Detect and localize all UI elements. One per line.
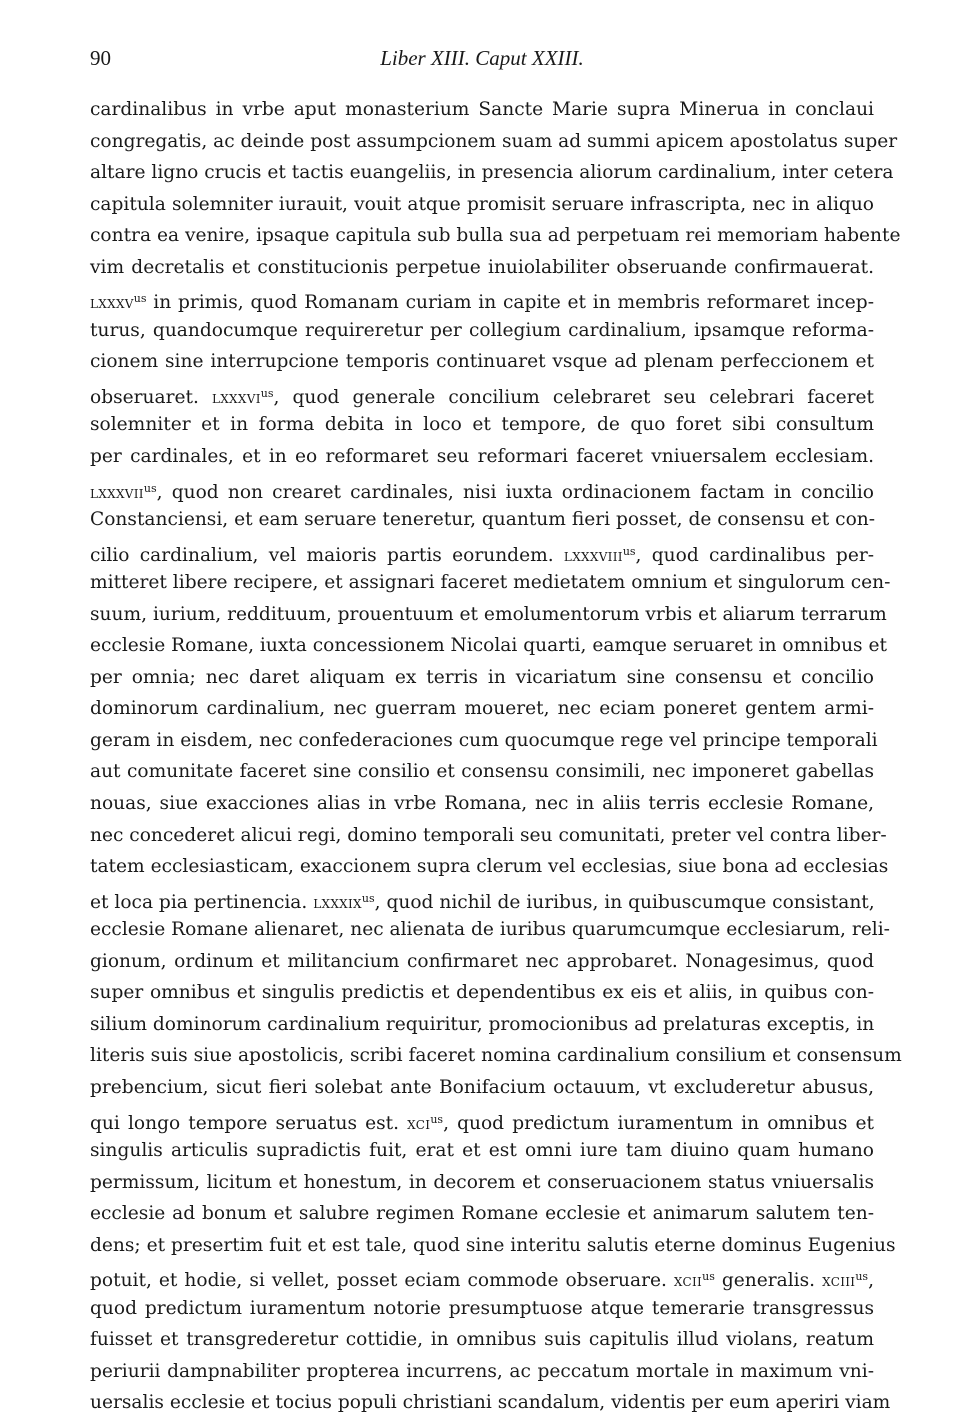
numeral-suffix: us xyxy=(622,544,636,558)
text-segment: tatem ecclesiasticam, exaccionem supra clerum vel ecclesias, siue bona ad ecclesias xyxy=(90,856,889,878)
text-segment: suum, iurium, reddituum, prouentuum et emolumentorum vrbis et aliarum terrarum xyxy=(90,603,887,625)
text-segment: vim decretalis et constitucionis perpetue inuiolabiliter obseruande confirmauerat. xyxy=(90,256,874,278)
text-segment: contra ea venire, ipsaque capitula sub bulla sua ad perpetuam rei memoriam habente xyxy=(90,225,901,247)
text-segment: cionem sine interrupcione temporis continuaret vsque ad plenam perfeccionem et xyxy=(90,351,874,373)
text-line xyxy=(90,1072,874,1104)
text-segment: capitula solemniter iurauit, vouit atque promisit seruare infrascripta, nec in aliquo xyxy=(90,193,874,215)
text-segment: silium dominorum cardinalium requiritur, promocionibus ad prelaturas exceptis, in xyxy=(90,1013,875,1035)
text-line xyxy=(90,1356,874,1388)
text-segment: dominorum cardinalium, nec guerram moueret, nec eciam poneret gentem armi- xyxy=(90,698,874,720)
text-segment: , quod generale concilium celebraret seu celebrari faceret xyxy=(273,386,875,408)
text-segment: in primis, quod Romanam curiam in capite et in membris reformaret incep- xyxy=(146,292,874,314)
text-line xyxy=(90,441,874,473)
section-numeral: lxxxvii xyxy=(90,482,144,503)
text-segment: ecclesie ad bonum et salubre regimen Romane ecclesie et animarum salutem ten- xyxy=(90,1203,874,1225)
section-numeral: lxxxv xyxy=(90,293,134,314)
text-line xyxy=(90,378,874,410)
text-segment: altare ligno crucis et tactis euangeliis, in presencia aliorum cardinalium, inter cetera xyxy=(90,162,894,184)
text-segment: quod predictum iuramentum notorie presumptuose atque temerarie transgressus xyxy=(90,1297,874,1319)
text-line xyxy=(90,1293,874,1325)
text-line xyxy=(90,946,874,978)
text-line xyxy=(90,94,874,126)
section-numeral: lxxxix xyxy=(313,892,362,913)
text-line xyxy=(90,283,874,315)
text-segment: et loca pia pertinencia. xyxy=(90,891,314,913)
text-line xyxy=(90,662,874,694)
section-numeral: xciii xyxy=(822,1271,856,1292)
text-segment: cardinalibus in vrbe aput monasterium Sancte Marie supra Minerua in conclaui xyxy=(90,99,874,120)
text-segment: Constanciensi, et eam seruare teneretur, quantum fieri posset, de consensu et con- xyxy=(90,509,876,531)
text-line xyxy=(90,1324,874,1356)
section-numeral: lxxxvi xyxy=(211,387,261,408)
text-line xyxy=(90,851,889,883)
text-segment: solemniter et in forma debita in loco et tempore, de quo foret sibi consultum xyxy=(90,414,874,436)
text-segment: periurii dampnabiliter propterea incurrens, ac peccatum mortale in maximum vni- xyxy=(90,1360,874,1382)
text-segment: uersalis ecclesie et tocius populi christiani scandalum, videntis per eum aperiri viam xyxy=(90,1392,891,1414)
text-segment: permissum, licitum et honestum, in decorem et conseruacionem status vniuersalis xyxy=(90,1171,874,1193)
section-numeral: xci xyxy=(407,1113,431,1134)
text-segment: aut comunitate faceret sine consilio et consensu consimili, nec imponeret gabellas xyxy=(90,761,874,783)
running-title: Liber XIII. Caput XXIII. xyxy=(380,46,584,70)
text-segment: qui longo tempore seruatus est. xyxy=(90,1112,408,1134)
numeral-suffix: us xyxy=(855,1270,869,1284)
text-segment: potuit, et hodie, si vellet, posset eciam commode obseruare. xyxy=(90,1270,674,1292)
text-segment: ecclesie Romane alienaret, nec alienata de iuribus quarumcumque ecclesiarum, reli- xyxy=(90,919,890,941)
text-segment: , quod predictum iuramentum in omnibus et xyxy=(443,1112,874,1134)
page-number: 90 xyxy=(90,46,111,70)
text-segment: super omnibus et singulis predictis et dependentibus ex eis et aliis, in quibus con- xyxy=(90,982,874,1004)
page xyxy=(90,46,902,1419)
text-segment: nouas, siue exacciones alias in vrbe Romana, nec in aliis terris ecclesie Romane, xyxy=(90,793,874,815)
text-line xyxy=(90,914,890,946)
numeral-suffix: us xyxy=(430,1112,444,1126)
text-segment: , xyxy=(868,1270,874,1292)
text-segment: singulis articulis supradictis fuit, erat et est omni iure tam diuino quam humano xyxy=(90,1140,874,1162)
text-segment: cilio cardinalium, vel maioris partis eorundem. xyxy=(90,544,564,566)
text-line xyxy=(90,1009,874,1041)
text-line xyxy=(90,536,874,568)
text-segment: prebencium, sicut fieri solebat ante Bonifacium octauum, vt excluderetur abusus, xyxy=(90,1076,874,1098)
text-segment: turus, quandocumque requireretur per collegium cardinalium, ipsamque reforma- xyxy=(90,319,874,341)
text-line xyxy=(90,220,901,252)
text-line xyxy=(90,1167,874,1199)
text-line xyxy=(90,725,878,757)
numeral-suffix: us xyxy=(260,386,274,400)
text-line xyxy=(90,567,891,599)
numeral-suffix: us xyxy=(702,1270,715,1284)
text-line xyxy=(90,409,874,441)
section-numeral: lxxxviii xyxy=(563,545,623,566)
text-line xyxy=(90,157,894,189)
text-line xyxy=(90,1040,902,1072)
text-line xyxy=(90,346,874,378)
page-header xyxy=(90,46,874,80)
text-segment: geram in eisdem, nec confederaciones cum quocumque rege vel principe temporali xyxy=(90,729,878,751)
text-line xyxy=(90,315,874,347)
text-segment: nec concederet alicui regi, domino temporali seu comunitati, preter vel contra liber- xyxy=(90,824,887,846)
text-line xyxy=(90,504,874,536)
text-line xyxy=(90,630,887,662)
text-segment: fuisset et transgrederetur cottidie, in omnibus suis capitulis illud violans, reatum xyxy=(90,1329,874,1351)
text-segment: , quod non crearet cardinales, nisi iuxta ordinacionem factam in concilio xyxy=(156,481,874,503)
text-line xyxy=(90,1230,896,1262)
text-segment: generalis. xyxy=(714,1270,823,1292)
numeral-suffix: us xyxy=(133,292,147,306)
text-line xyxy=(90,252,874,284)
text-segment: per omnia; nec daret aliquam ex terris in vicariatum sine consensu et concilio xyxy=(90,666,874,688)
text-segment: literis suis siue apostolicis, scribi faceret nomina cardinalium consilium et consensum xyxy=(90,1045,902,1067)
text-line xyxy=(90,1198,874,1230)
body-text xyxy=(90,94,902,1419)
text-line xyxy=(90,1104,874,1136)
text-line xyxy=(90,756,874,788)
text-line xyxy=(90,1135,874,1167)
text-segment: , quod cardinalibus per- xyxy=(635,544,874,566)
text-line xyxy=(90,473,874,505)
text-segment: ecclesie Romane, iuxta concessionem Nicolai quarti, eamque seruaret in omnibus et xyxy=(90,635,887,657)
text-line xyxy=(90,820,887,852)
text-line xyxy=(90,126,898,158)
text-segment: dens; et presertim fuit et est tale, quod sine interitu salutis eterne dominus Eugenius xyxy=(90,1234,896,1256)
text-line xyxy=(90,788,874,820)
text-line xyxy=(90,883,874,915)
numeral-suffix: us xyxy=(143,481,157,495)
text-segment: mitteret libere recipere, et assignari faceret medietatem omnium et singulorum cen- xyxy=(90,572,891,594)
text-line xyxy=(90,1261,874,1293)
text-segment: gionum, ordinum et militancium confirmaret nec approbaret. Nonagesimus, quod xyxy=(90,950,874,972)
text-segment: obseruaret. xyxy=(90,386,212,408)
text-line xyxy=(90,599,887,631)
text-line xyxy=(90,693,874,725)
text-segment: per cardinales, et in eo reformaret seu reformari faceret vniuersalem ecclesiam. xyxy=(90,446,874,468)
text-line xyxy=(90,977,874,1009)
text-line xyxy=(90,1387,891,1419)
text-segment: , quod nichil de iuribus, in quibuscumque consistant, xyxy=(374,891,875,913)
numeral-suffix: us xyxy=(361,891,375,905)
text-line xyxy=(90,189,874,221)
text-segment: congregatis, ac deinde post assumpcionem suam ad summi apicem apostolatus super xyxy=(90,130,898,152)
section-numeral: xcii xyxy=(673,1271,703,1292)
